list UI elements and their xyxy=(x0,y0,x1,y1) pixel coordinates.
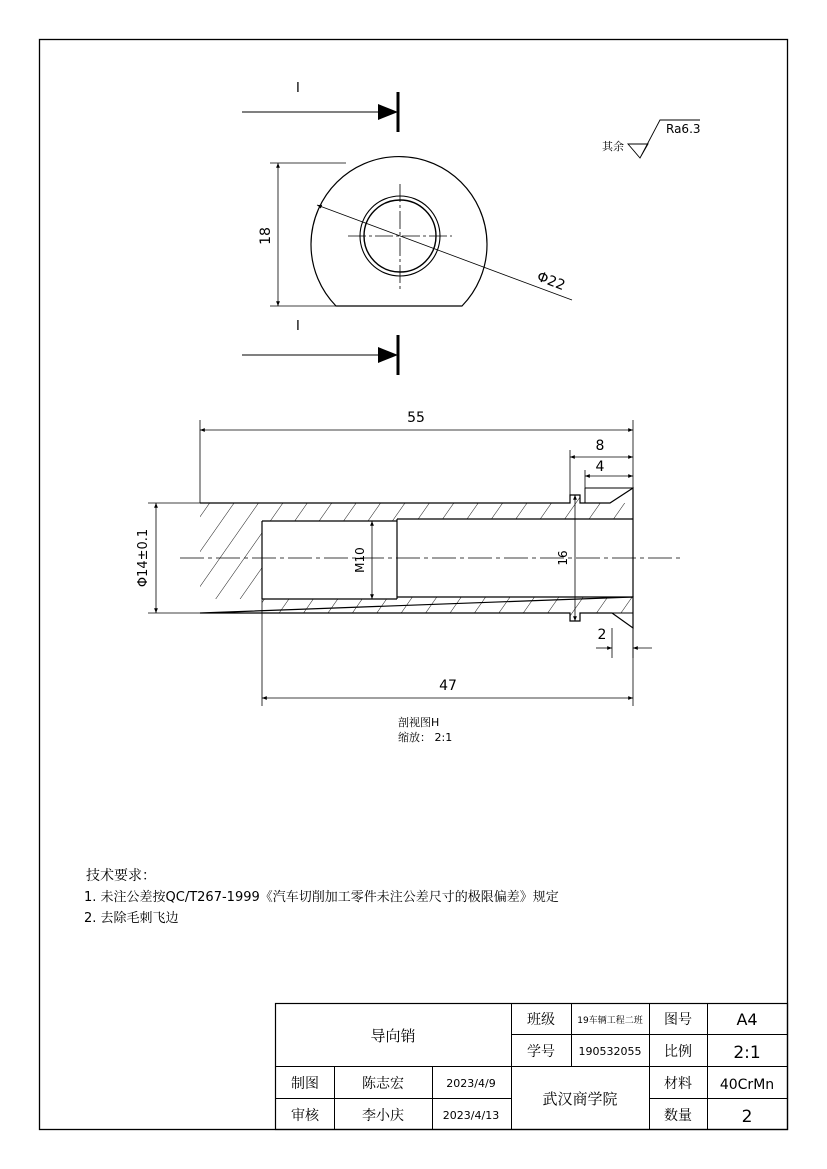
quantity-value: 2 xyxy=(741,1107,753,1127)
hatch-upper xyxy=(200,495,633,599)
dim-8-text: 8 xyxy=(595,438,605,454)
dim-4-text: 4 xyxy=(595,459,605,475)
hatch-lower xyxy=(200,597,633,621)
dim-16-text: 16 xyxy=(556,550,570,566)
title-block xyxy=(275,1003,788,1130)
dim-diameter-text: Φ22 xyxy=(534,268,568,295)
section-marker-top xyxy=(242,81,398,132)
part-outline-top xyxy=(311,157,487,306)
dim-thread-text: M10 xyxy=(353,547,367,573)
scale-label: 比例 xyxy=(664,1044,692,1060)
section-caption-line1: 剖视图H xyxy=(398,716,440,729)
material-value: 40CrMn xyxy=(719,1077,775,1093)
section-view xyxy=(136,410,680,744)
drawn-date: 2023/4/9 xyxy=(446,1077,496,1090)
checked-name: 李小庆 xyxy=(362,1108,404,1124)
notes-line2: 2. 去除毛刺飞边 xyxy=(84,911,179,926)
class-label: 班级 xyxy=(527,1012,555,1028)
section-label-top: I xyxy=(296,81,300,96)
technical-notes xyxy=(84,867,559,926)
material-label: 材料 xyxy=(664,1076,692,1092)
roughness-prefix: 其余 xyxy=(602,140,624,153)
part-name: 导向销 xyxy=(370,1027,416,1045)
section-caption-line2: 缩放： 2:1 xyxy=(398,731,453,744)
notes-line1: 1. 未注公差按QC/T267-1999《汽车切削加工零件未注公差尺寸的极限偏差》规定 xyxy=(84,890,559,905)
dim-2 xyxy=(596,627,652,658)
student-id-label: 学号 xyxy=(527,1044,555,1060)
dim-4 xyxy=(585,459,633,488)
drawing-no-value: A4 xyxy=(736,1010,758,1029)
drawn-name: 陈志宏 xyxy=(362,1076,404,1092)
dim-2-text: 2 xyxy=(597,627,607,643)
class-value: 19车辆工程二班 xyxy=(577,1016,643,1026)
dim-outer-diameter-text: Φ14±0.1 xyxy=(136,528,151,588)
top-view xyxy=(242,81,701,375)
section-label-bottom: I xyxy=(296,319,300,334)
roughness-symbol xyxy=(602,120,701,158)
section-marker-bottom xyxy=(242,319,398,375)
dim-55-text: 55 xyxy=(407,410,425,426)
drawing-no-label: 图号 xyxy=(664,1012,692,1028)
dim-thread xyxy=(353,521,372,599)
roughness-value: Ra6.3 xyxy=(666,122,701,136)
checked-label: 审核 xyxy=(291,1108,319,1124)
dim-height-text: 18 xyxy=(258,227,274,245)
dim-diameter xyxy=(317,205,572,300)
dim-55 xyxy=(200,410,633,503)
school-name: 武汉商学院 xyxy=(542,1090,618,1108)
checked-date: 2023/4/13 xyxy=(442,1109,500,1122)
quantity-label: 数量 xyxy=(664,1108,692,1124)
dim-height xyxy=(258,163,346,306)
student-id-value: 190532055 xyxy=(578,1045,642,1058)
drawn-label: 制图 xyxy=(291,1076,319,1092)
scale-value: 2:1 xyxy=(733,1043,761,1063)
notes-heading: 技术要求： xyxy=(86,868,156,884)
dim-47-text: 47 xyxy=(439,678,457,694)
